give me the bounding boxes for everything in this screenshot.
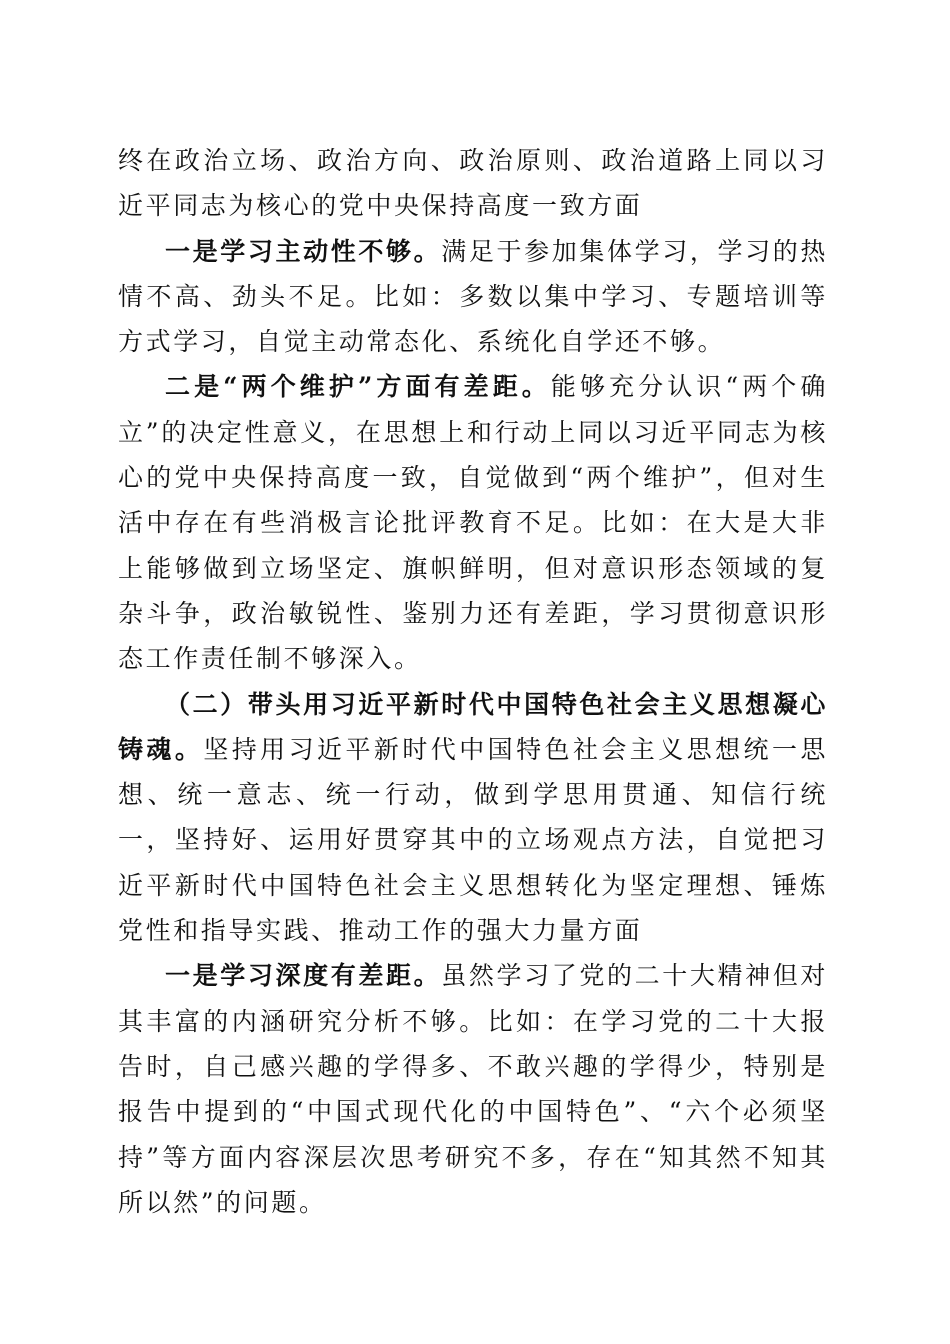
paragraph-text: 终在政治立场、政治方向、政治原则、政治道路上同以习近平同志为核心的党中央保持高度一致方面 [118,146,828,221]
document-body [118,138,828,1225]
paragraph-two-safeguards [118,364,828,681]
paragraph-text: 能够充分认识“两个确立”的决定性意义，在思想上和行动上同以习近平同志为核心的党中央保持高度一致，自觉做到“两个维护”，但对生活中存在有些消极言论批评教育不足。比如：在大是大非上能够做到立场坚定、旗帜鲜明，但对意识形态领域的复杂斗争，政治敏锐性、鉴别力还有差距，学习贯彻意识形态工作责任制不够深入。 [118,372,828,674]
section-heading-two [118,682,828,954]
paragraph-learning-depth [118,953,828,1225]
paragraph-learning-initiative [118,229,828,365]
paragraph-lead: 一是学习深度有差距。 [165,961,442,991]
paragraph-text: 满足于参加集体学习，学习的热情不高、劲头不足。比如：多数以集中学习、专题培训等方式学习，自觉主动常态化、系统化自学还不够。 [118,236,828,357]
paragraph-continuation [118,138,828,229]
paragraph-lead: 一是学习主动性不够。 [165,236,442,266]
paragraph-text: 坚持用习近平新时代中国特色社会主义思想统一思想、统一意志、统一行动，做到学思用贯通、知信行统一，坚持好、运用好贯穿其中的立场观点方法，自觉把习近平新时代中国特色社会主义思想转化为坚定理想、锤炼党性和指导实践、推动工作的强大力量方面 [118,734,829,946]
section-heading-lead: （二）带头用习近平新时代中国特色社会主义思想凝心铸魂。 [118,689,828,764]
paragraph-text: 虽然学习了党的二十大精神但对其丰富的内涵研究分析不够。比如：在学习党的二十大报告时，自己感兴趣的学得多、不敢兴趣的学得少，特别是报告中提到的“中国式现代化的中国特色”、“六个必须坚持”等方面内容深层次思考研究不多，存在“知其然不知其所以然”的问题。 [118,961,828,1217]
paragraph-lead: 二是“两个维护”方面有差距。 [165,372,551,402]
